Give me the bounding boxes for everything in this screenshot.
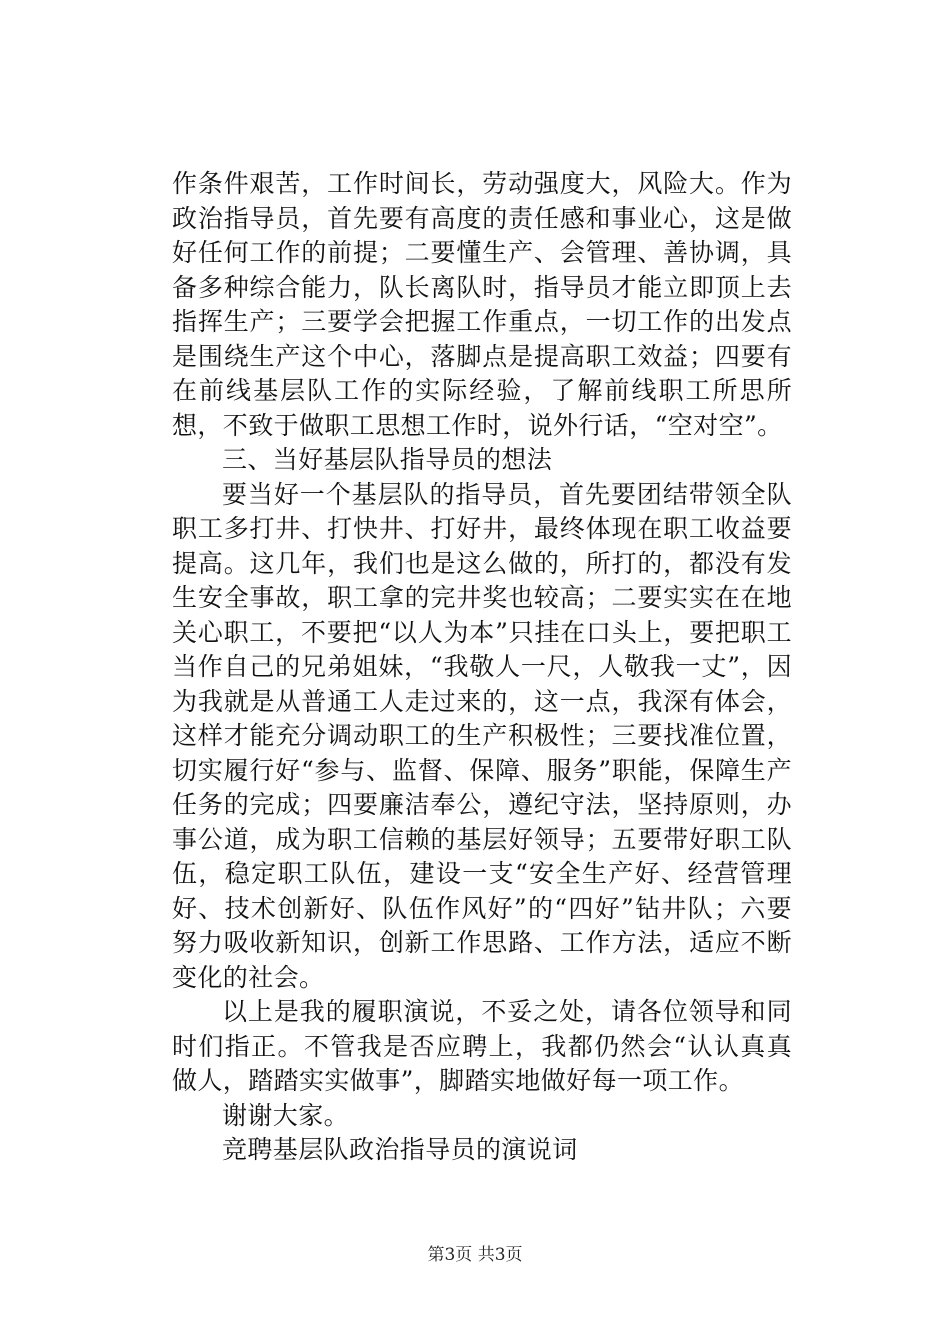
section-heading-ideas: 三、当好基层队指导员的想法 xyxy=(222,445,553,474)
page-footer: 第3页 共3页 xyxy=(427,1245,523,1265)
paragraph-ideas: 要当好一个基层队的指导员，首先要团结带领全队职工多打井、打快井、打好井，最终体现在职工收益要提高。这几年，我们也是这么做的，所打的，都没有发生安全事故，职工拿的完井奖也较高；二要实实在在地关心职工，不要把“以人为本”只挂在口头上，要把职工当作自己的兄弟姐妹，“我敬人一尺，人敬我一丈”，因为我就是从普通工人走过来的，这一点，我深有体会，这样才能充分调动职工的生产积极性；三要找准位置，切实履行好“参与、监督、保障、服务”职能，保障生产任务的完成；四要廉洁奉公，遵纪守法，坚持原则，办事公道，成为职工信赖的基层好领导；五要带好职工队伍，稳定职工队伍，建设一支“安全生产好、经营管理好、技术创新好、队伍作风好”的“四好”钻井队；六要努力吸收新知识，创新工作思路、工作方法，适应不断变化的社会。 xyxy=(172,479,792,992)
paragraph-thanks: 谢谢大家。 xyxy=(222,1100,350,1130)
paragraph-closing: 以上是我的履职演说，不妥之处，请各位领导和同时们指正。不管我是否应聘上，我都仍然会“认认真真做人，踏踏实实做事”，脚踏实地做好每一项工作。 xyxy=(172,997,792,1095)
paragraph-requirements: 作条件艰苦，工作时间长，劳动强度大，风险大。作为政治指导员，首先要有高度的责任感和事业心，这是做好任何工作的前提；二要懂生产、会管理、善协调，具备多种综合能力，队长离队时，指导员才能立即顶上去指挥生产；三要学会把握工作重点，一切工作的出发点是围绕生产这个中心，落脚点是提高职工效益；四要有在前线基层队工作的实际经验，了解前线职工所思所想，不致于做职工思想工作时，说外行话，“空对空”。 xyxy=(172,169,792,440)
document-body xyxy=(172,167,792,1168)
paragraph-title-repeat: 竞聘基层队政治指导员的演说词 xyxy=(222,1135,578,1164)
